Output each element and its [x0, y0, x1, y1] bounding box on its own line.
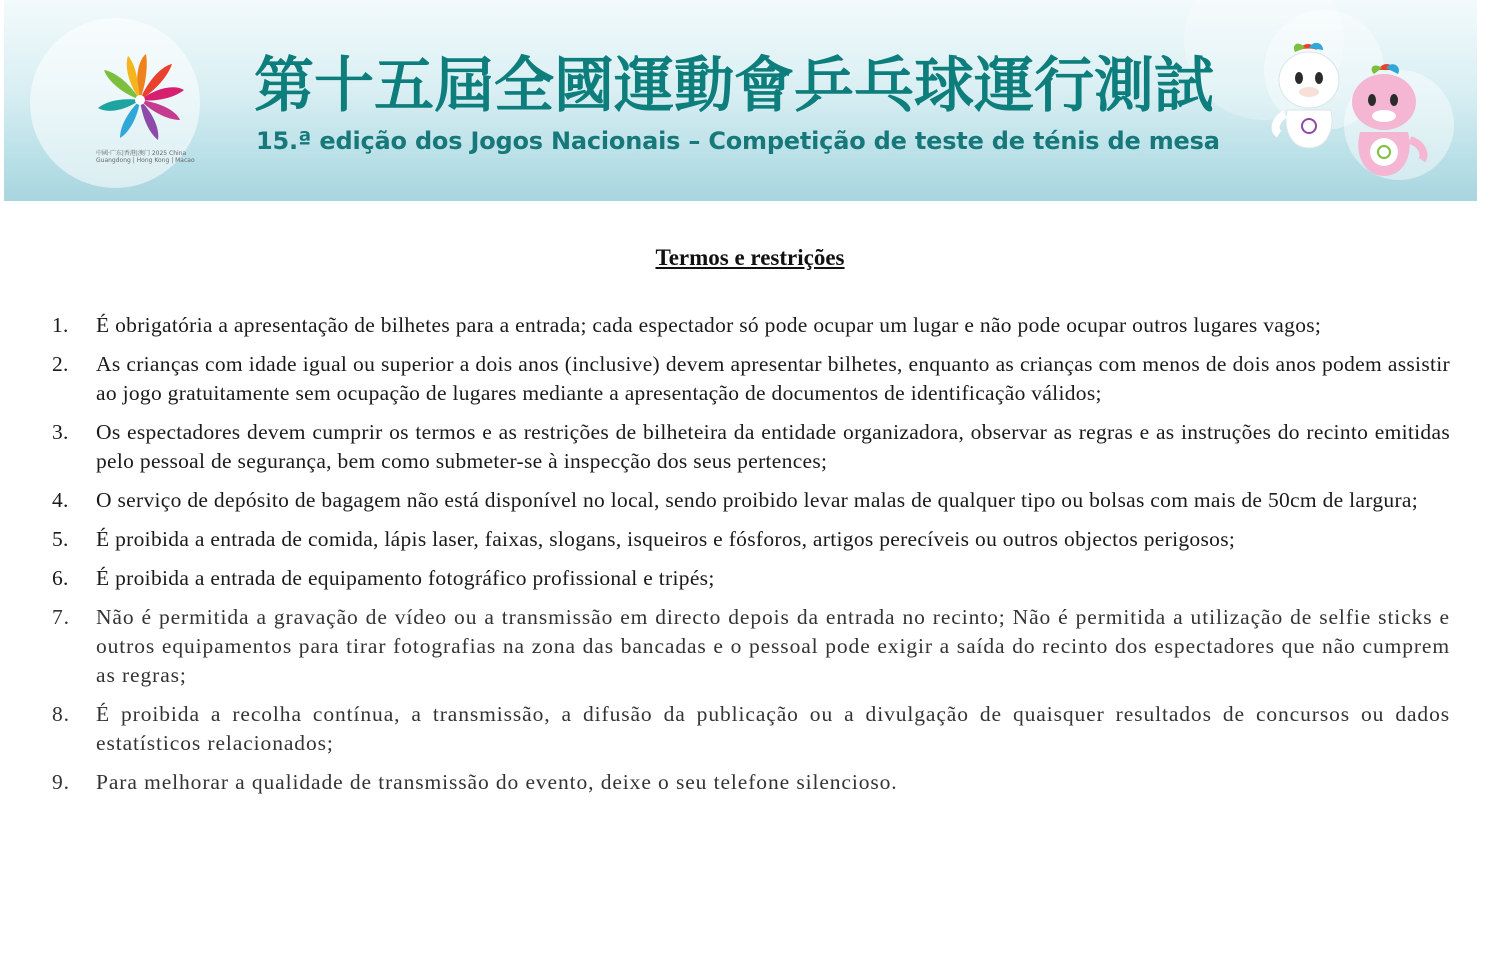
- banner-title-chinese: 第十五屆全國運動會乒乓球運行測試: [254, 51, 1214, 121]
- item-text: É proibida a entrada de equipamento fotográfico profissional e tripés;: [96, 566, 715, 590]
- item-text: É obrigatória a apresentação de bilhetes para a entrada; cada espectador só pode ocupar um lugar e não pode ocupar outros lugares vagos;: [96, 313, 1322, 337]
- list-item: [52, 768, 1450, 797]
- item-number: 4.: [52, 488, 69, 512]
- item-number: 3.: [52, 420, 69, 444]
- item-text: Para melhorar a qualidade de transmissão do evento, deixe o seu telefone silencioso.: [96, 770, 898, 794]
- item-number: 6.: [52, 566, 69, 590]
- item-text: As crianças com idade igual ou superior a dois anos (inclusive) devem apresentar bilhetes, enquanto as crianças com menos de dois anos podem assistir ao jogo gratuitamente sem ocupação de lugares mediante a apresentação de documentos de identificação válidos;: [96, 352, 1450, 405]
- list-item: [52, 700, 1450, 758]
- item-number: 5.: [52, 527, 69, 551]
- list-item: [52, 311, 1450, 340]
- list-item: [52, 350, 1450, 408]
- national-games-logo: [90, 48, 200, 166]
- list-item: [52, 603, 1450, 690]
- item-text: O serviço de depósito de bagagem não está disponível no local, sendo proibido levar malas de qualquer tipo ou bolsas com mais de 50cm de largura;: [96, 488, 1419, 512]
- item-number: 9.: [52, 770, 70, 794]
- item-text: Os espectadores devem cumprir os termos e as restrições de bilheteira da entidade organizadora, observar as regras e as instruções do recinto emitidas pelo pessoal de segurança, bem como submeter-se à inspecção dos seus pertences;: [96, 420, 1450, 473]
- event-banner: [4, 0, 1477, 201]
- terms-list: [52, 311, 1450, 807]
- list-item: [52, 564, 1450, 593]
- list-item: [52, 418, 1450, 476]
- item-number: 7.: [52, 605, 70, 629]
- item-number: 1.: [52, 313, 69, 337]
- item-text: É proibida a recolha contínua, a transmissão, a difusão da publicação ou a divulgação de quaisquer resultados de concursos ou dados estatísticos relacionados;: [96, 702, 1450, 755]
- terms-heading: Termos e restrições: [655, 245, 845, 270]
- logo-caption: 中國·广东|香港|澳门 2025 China Guangdong | Hong Kong | Macao: [96, 150, 195, 164]
- item-text: Não é permitida a gravação de vídeo ou a transmissão em directo depois da entrada no recinto; Não é permitida a utilização de selfie sticks e outros equipamentos para tirar fotografias na zona das bancadas e o pessoal pode exigir a saída do recinto dos espectadores que não cumprem as regras;: [96, 605, 1450, 687]
- list-item: [52, 486, 1450, 515]
- mascot-pink-icon: [1326, 62, 1436, 180]
- item-number: 2.: [52, 352, 69, 376]
- banner-title-portuguese: 15.ª edição dos Jogos Nacionais – Competição de teste de ténis de mesa: [256, 127, 1220, 155]
- list-item: [52, 525, 1450, 554]
- item-number: 8.: [52, 702, 70, 726]
- item-text: É proibida a entrada de comida, lápis laser, faixas, slogans, isqueiros e fósforos, artigos perecíveis ou outros objectos perigosos;: [96, 527, 1236, 551]
